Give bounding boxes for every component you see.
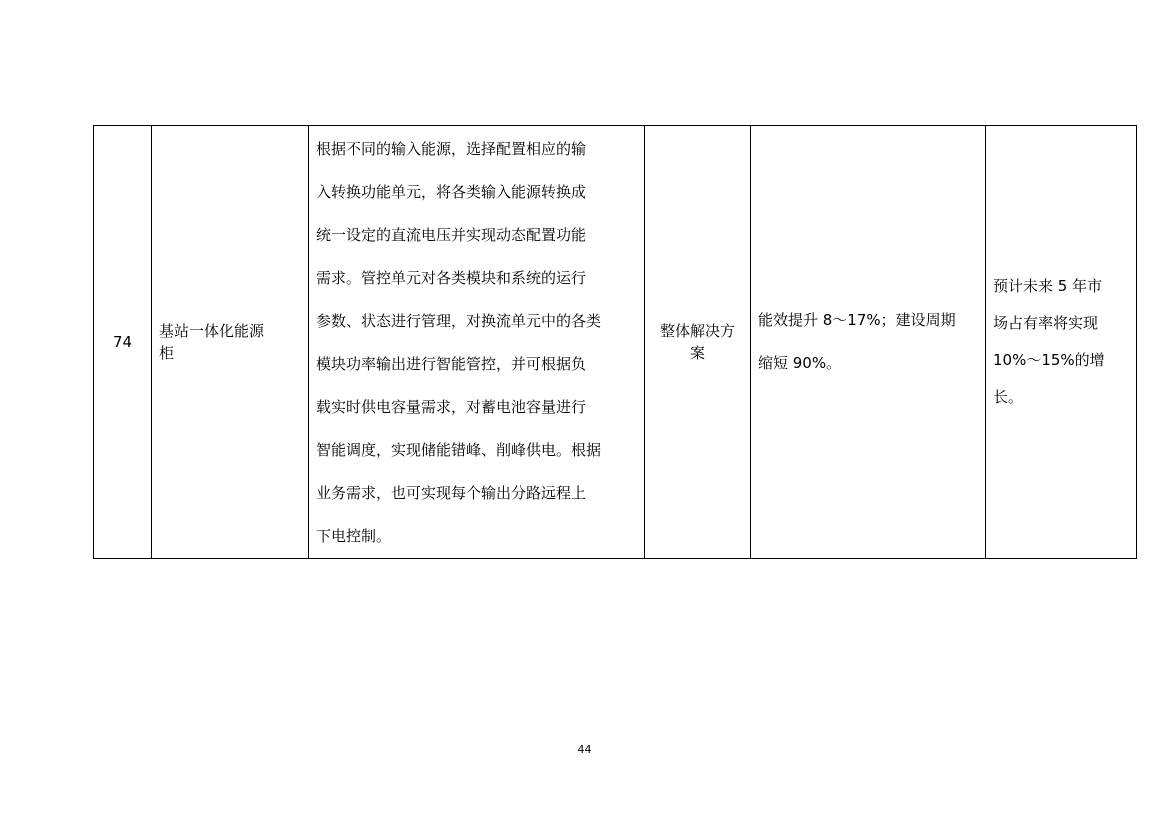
product-description xyxy=(309,126,645,559)
description-line: 下电控制。 xyxy=(316,527,392,545)
effect-line: 缩短 90%。 xyxy=(758,354,842,372)
description-line: 参数、状态进行管理，对换流单元中的各类 xyxy=(316,312,602,330)
product-name-line: 基站一体化能源 xyxy=(159,322,265,340)
solution-type-line: 案 xyxy=(689,344,705,362)
row-number: 74 xyxy=(94,126,152,559)
product-name xyxy=(152,126,309,559)
description-line: 业务需求，也可实现每个输出分路远程上 xyxy=(316,484,587,502)
description-line: 智能调度，实现储能错峰、削峰供电。根据 xyxy=(316,441,602,459)
market-line: 长。 xyxy=(993,388,1024,406)
effect-line: 能效提升 8～17%；建设周期 xyxy=(758,311,956,329)
table-row xyxy=(94,126,1137,559)
description-line: 入转换功能单元，将各类输入能源转换成 xyxy=(316,183,587,201)
description-line: 需求。管控单元对各类模块和系统的运行 xyxy=(316,269,587,287)
description-line: 模块功率输出进行智能管控，并可根据负 xyxy=(316,355,587,373)
market-line: 预计未来 5 年市 xyxy=(993,277,1103,295)
market-line: 10%～15%的增 xyxy=(993,351,1105,369)
page-number: 44 xyxy=(577,743,592,756)
description-line: 载实时供电容量需求，对蓄电池容量进行 xyxy=(316,398,587,416)
market-line: 场占有率将实现 xyxy=(993,314,1099,332)
effect-description xyxy=(751,126,986,559)
product-table xyxy=(93,125,1137,559)
solution-type xyxy=(645,126,751,559)
product-name-line: 柜 xyxy=(159,344,175,362)
market-forecast xyxy=(986,126,1137,559)
solution-type-line: 整体解决方 xyxy=(659,322,735,340)
description-line: 根据不同的输入能源，选择配置相应的输 xyxy=(316,140,587,158)
description-line: 统一设定的直流电压并实现动态配置功能 xyxy=(316,226,587,244)
